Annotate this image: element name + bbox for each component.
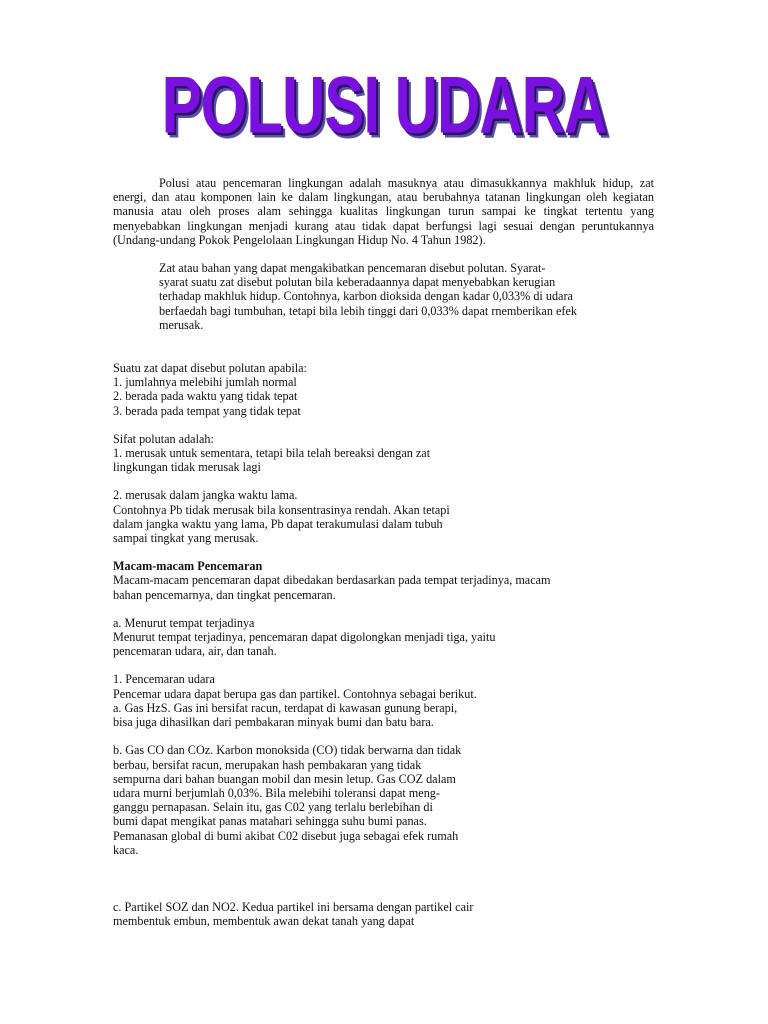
sifat-polutan-2: 2. merusak dalam jangka waktu lama. Contohnya Pb tidak merusak bila konsentrasinya rendah. Akan tetapi dalam jangka waktu yang lama, Pb dapat terakumulasi dalam tubuh sampai tingkat yang merusak. (113, 488, 450, 546)
pencemaran-udara-section: 1. Pencemaran udara Pencemar udara dapat berupa gas dan partikel. Contohnya sebagai berikut. a. Gas HzS. Gas ini bersifat racun, terdapat di kawasan gunung berapi, bisa juga dihasilkan dari pembakaran minyak bumi dan batu bara. (113, 672, 477, 730)
menurut-tempat-section: a. Menurut tempat terjadinya Menurut tempat terjadinya, pencemaran dapat digolongkan menjadi tiga, yaitu pencemaran udara, air, dan tanah. (113, 615, 496, 659)
section-heading: Macam-macam Pencemaran (113, 559, 263, 574)
partikel-section: c. Partikel SOZ dan NO2. Kedua partikel ini bersama dengan partikel cair membentuk embun, membentuk awan dekat tanah yang dapat (113, 899, 474, 929)
sifat-polutan-1: Sifat polutan adalah: 1. merusak untuk sementara, tetapi bila telah bereaksi dengan zat lingkungan tidak merusak lagi (113, 431, 431, 475)
title-container (0, 58, 768, 150)
macam-pencemaran-section: Macam-macam Pencemaran Macam-macam pencemaran dapat dibedakan berdasarkan pada tempat terjadinya, macam bahan pencemarnya, dan tingkat pencemaran. (113, 559, 654, 602)
intro-paragraph: Polusi atau pencemaran lingkungan adalah masuknya atau dimasukkannya makhluk hidup, zat energi, dan atau komponen lain ke dalam lingkungan, atau berubahnya tatanan lingkungan oleh kegiatan manusia atau oleh proses alam sehingga kualitas lingkungan turun sampai ke tingkat tertentu yang menyebabkan lingkungan menjadi kurang atau tidak dapat berfungsi lagi sesuai dengan peruntukannya (Undang-undang Pokok Pengelolaan Lingkungan Hidup No. 4 Tahun 1982). (113, 176, 654, 247)
gas-co-section: b. Gas CO dan COz. Karbon monoksida (CO) tidak berwarna dan tidak berbau, bersifat racun, merupakan hash pembakaran yang tidak sempurna dari bahan buangan mobil dan mesin letup. Gas COZ dalam udara murni berjumlah 0,03%. Bila melebihi toleransi dapat meng- ganggu pernapasan. Selain itu, gas C02 yang terlalu berlebihan di bumi dapat mengikat panas matahari sehingga suhu bumi panas. Pemanasan global di bumi akibat C02 disebut juga sebagai efek rumah kaca. (113, 743, 462, 857)
document-title: POLUSI UDARA (161, 59, 607, 150)
syarat-list: Suatu zat dapat disebut polutan apabila: 1. jumlahnya melebihi jumlah normal 2. berada pada waktu yang tidak tepat 3. berada pada tempat yang tidak tepat (113, 361, 307, 418)
document-body (113, 176, 654, 942)
polutan-paragraph: Zat atau bahan yang dapat mengakibatkan pencemaran disebut polutan. Syarat- syarat suatu zat disebut polutan bila keberadaannya dapat menyebabkan kerugian terhadap makhluk hidup. Contohnya, karbon dioksida dengan kadar 0,033% di udara berfaedah bagi tumbuhan, tetapi bila lebih tinggi dari 0,033% dapat rnemberikan efek merusak. (159, 261, 577, 332)
